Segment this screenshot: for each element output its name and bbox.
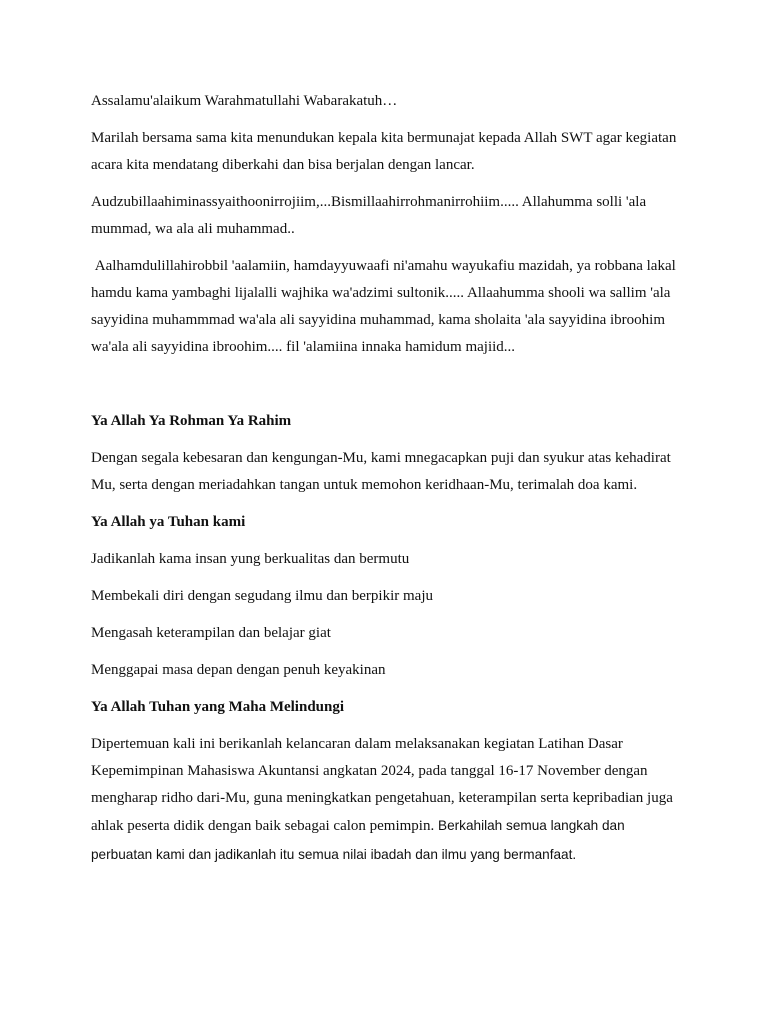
- greeting-paragraph: Assalamu'alaikum Warahmatullahi Wabarakatuh…: [91, 93, 398, 109]
- prayer-line: Menggapai masa depan dengan penuh keyakinan: [91, 662, 386, 678]
- section-paragraph-kebesaran: Dengan segala kebesaran dan kengungan-Mu, kami mnegacapkan puji dan syukur atas kehadirat Mu, serta dengan meriadahkan tangan untuk memohon keridhaan-Mu, terimalah doa kami.: [91, 450, 671, 493]
- prayer-line: Membekali diri dengan segudang ilmu dan berpikir maju: [91, 588, 433, 604]
- section-heading-maha-melindungi: Ya Allah Tuhan yang Maha Melindungi: [91, 699, 345, 715]
- prayer-line: Jadikanlah kama insan yung berkualitas dan bermutu: [91, 551, 410, 567]
- opening-dua-paragraph: Audzubillaahiminassyaithoonirrojiim,...Bismillaahirrohmanirrohiim..... Allahumma solli 'ala mummad, wa ala ali muhammad..: [91, 194, 647, 237]
- intro-paragraph: Marilah bersama sama kita menundukan kepala kita bermunajat kepada Allah SWT agar kegiatan acara kita mendatang diberkahi dan bisa berjalan dengan lancar.: [91, 130, 677, 173]
- hamdalah-paragraph: Aalhamdulillahirobbil 'aalamiin, hamdayyuwaafi ni'amahu wayukafiu mazidah, ya robbana lakal hamdu kama yambaghi lijalalli wajhika wa'adzimi sultonik..... Allaahumma shooli wa sallim 'ala sayyidina muhammmad wa'ala ali sayyidina muhammad, kama sholaita 'ala sayyidina ibroohim wa'ala ali sayyidina ibroohim.... fil 'alamiina innaka hamidum majiid...: [91, 258, 680, 355]
- section-paragraph-pertemuan: [91, 731, 691, 868]
- paragraph-serif-text: Dipertemuan kali ini berikanlah kelancaran dalam melaksanakan kegiatan Latihan Dasar Kepemimpinan Mahasiswa Akuntansi angkatan 2024, pada tanggal 16-17 November dengan mengharap ridho dari-Mu, guna meningkatkan pengetahuan, keterampilan serta kepribadian juga ahlak peserta didik dengan baik sebagai calon pemimpin.: [91, 736, 673, 834]
- paragraph-sans-last-line: perbuatan kami dan jadikanlah itu semua nilai ibadah dan ilmu yang bermanfaat.: [91, 847, 577, 862]
- prayer-line: Mengasah keterampilan dan belajar giat: [91, 625, 331, 641]
- paragraph-sans-text: Berkahilah semua langkah dan: [434, 818, 625, 833]
- section-heading-rohman: Ya Allah Ya Rohman Ya Rahim: [91, 413, 292, 429]
- section-heading-tuhan-kami: Ya Allah ya Tuhan kami: [91, 514, 246, 530]
- document-page: [91, 88, 691, 878]
- blank-line: [91, 371, 691, 408]
